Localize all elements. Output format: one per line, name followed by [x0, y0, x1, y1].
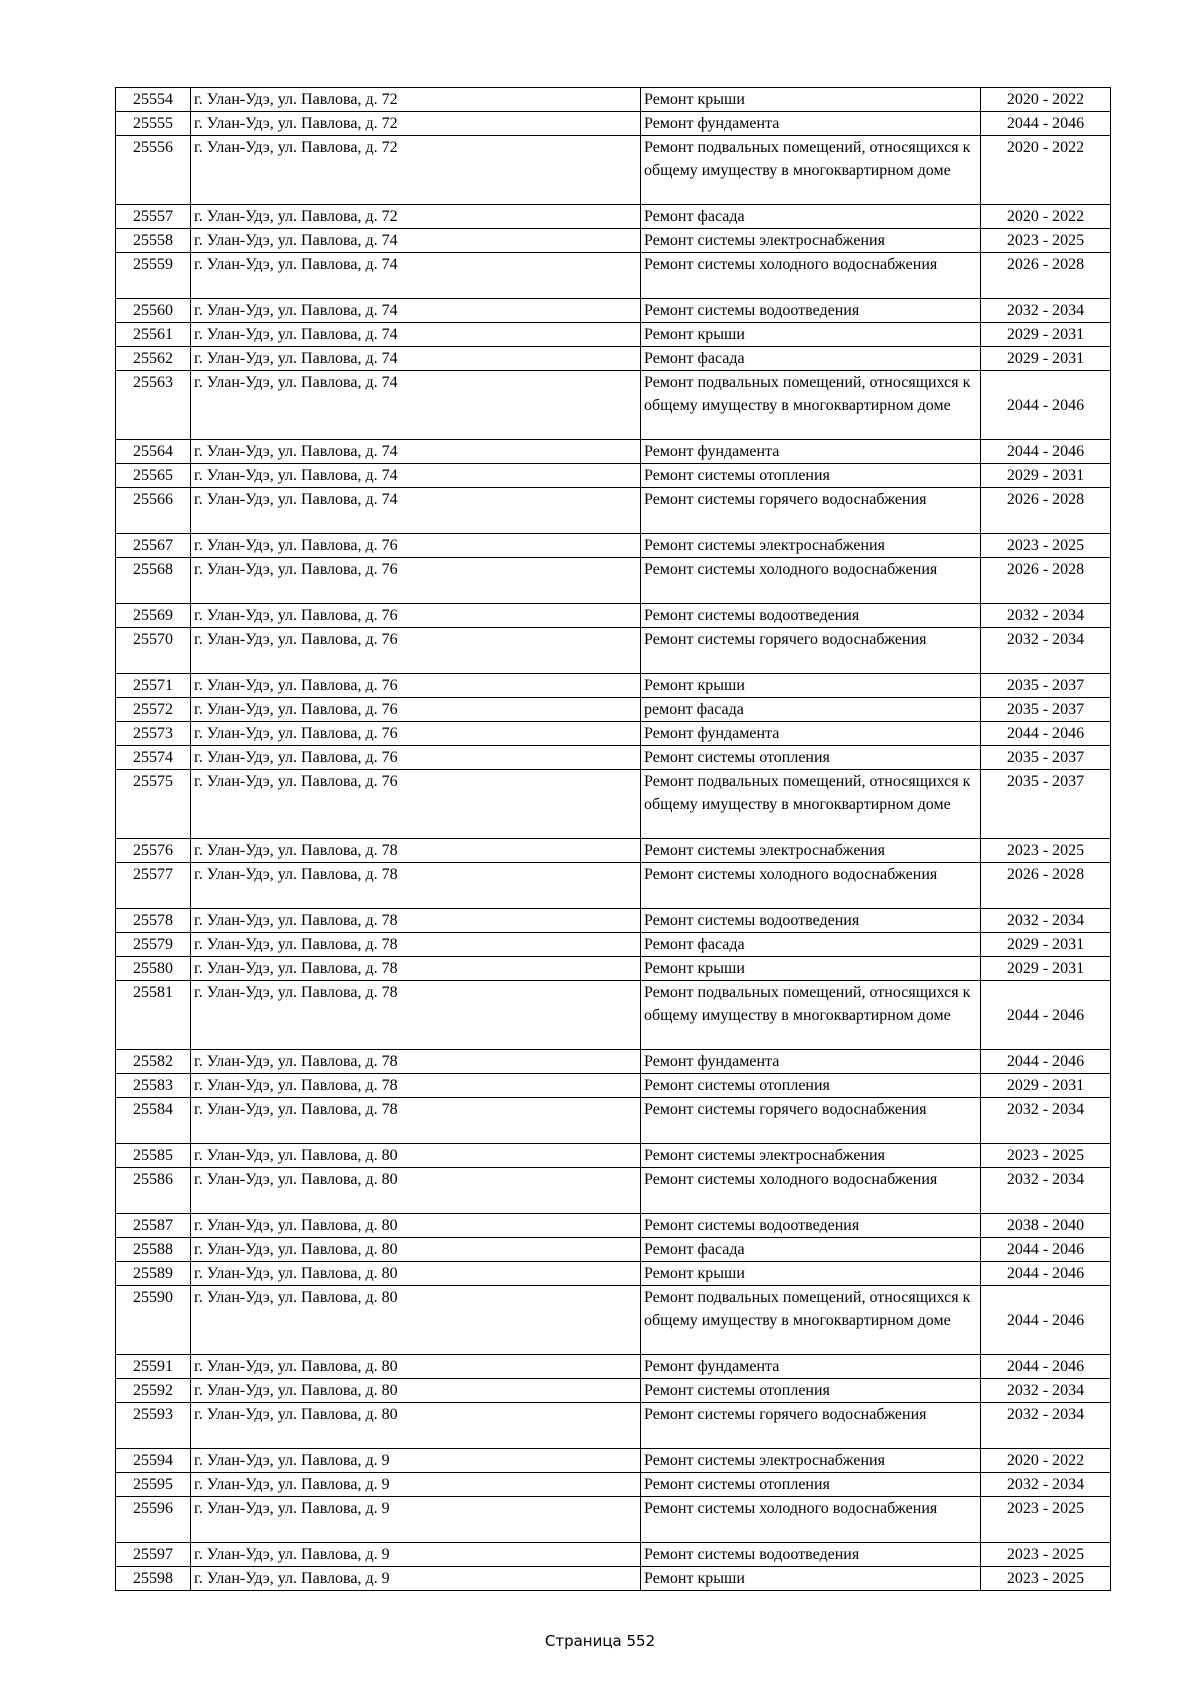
address-cell: г. Улан-Удэ, ул. Павлова, д. 78	[191, 839, 641, 863]
work-type-cell: Ремонт фундамента	[641, 1355, 981, 1379]
years-cell: 2035 - 2037	[981, 674, 1111, 698]
table-row	[116, 1144, 1111, 1168]
years-cell: 2032 - 2034	[981, 1403, 1111, 1449]
address-cell: г. Улан-Удэ, ул. Павлова, д. 76	[191, 558, 641, 604]
address-cell: г. Улан-Удэ, ул. Павлова, д. 76	[191, 698, 641, 722]
years-cell: 2020 - 2022	[981, 136, 1111, 205]
work-type-cell: Ремонт фундамента	[641, 722, 981, 746]
years-cell: 2032 - 2034	[981, 604, 1111, 628]
address-cell: г. Улан-Удэ, ул. Павлова, д. 9	[191, 1497, 641, 1543]
address-cell: г. Улан-Удэ, ул. Павлова, д. 74	[191, 253, 641, 299]
table-row	[116, 1379, 1111, 1403]
work-type-cell: Ремонт системы электроснабжения	[641, 839, 981, 863]
row-id-cell: 25597	[116, 1543, 191, 1567]
table-row	[116, 323, 1111, 347]
table-row	[116, 136, 1111, 205]
work-type-cell: Ремонт системы водоотведения	[641, 909, 981, 933]
row-id-cell: 25568	[116, 558, 191, 604]
work-type-cell: Ремонт фасада	[641, 933, 981, 957]
row-id-cell: 25598	[116, 1567, 191, 1591]
row-id-cell: 25583	[116, 1074, 191, 1098]
years-cell: 2026 - 2028	[981, 558, 1111, 604]
years-cell: 2044 - 2046	[981, 1355, 1111, 1379]
table-row	[116, 1262, 1111, 1286]
years-cell: 2035 - 2037	[981, 746, 1111, 770]
row-id-cell: 25584	[116, 1098, 191, 1144]
row-id-cell: 25579	[116, 933, 191, 957]
work-type-cell: Ремонт системы водоотведения	[641, 1543, 981, 1567]
years-cell: 2029 - 2031	[981, 957, 1111, 981]
address-cell: г. Улан-Удэ, ул. Павлова, д. 74	[191, 371, 641, 440]
row-id-cell: 25595	[116, 1473, 191, 1497]
row-id-cell: 25576	[116, 839, 191, 863]
table-row	[116, 1238, 1111, 1262]
address-cell: г. Улан-Удэ, ул. Павлова, д. 80	[191, 1144, 641, 1168]
years-cell: 2023 - 2025	[981, 839, 1111, 863]
table-row	[116, 981, 1111, 1050]
table-row	[116, 1286, 1111, 1355]
address-cell: г. Улан-Удэ, ул. Павлова, д. 80	[191, 1214, 641, 1238]
table-row	[116, 299, 1111, 323]
address-cell: г. Улан-Удэ, ул. Павлова, д. 76	[191, 770, 641, 839]
row-id-cell: 25578	[116, 909, 191, 933]
address-cell: г. Улан-Удэ, ул. Павлова, д. 76	[191, 674, 641, 698]
years-cell: 2044 - 2046	[981, 1262, 1111, 1286]
years-cell: 2032 - 2034	[981, 1098, 1111, 1144]
years-cell: 2032 - 2034	[981, 909, 1111, 933]
address-cell: г. Улан-Удэ, ул. Павлова, д. 9	[191, 1567, 641, 1591]
row-id-cell: 25596	[116, 1497, 191, 1543]
row-id-cell: 25591	[116, 1355, 191, 1379]
table-row	[116, 1567, 1111, 1591]
work-type-cell: Ремонт подвальных помещений, относящихся к общему имуществу в многоквартирном доме	[641, 371, 981, 440]
work-type-cell: Ремонт системы отопления	[641, 1074, 981, 1098]
work-type-cell: Ремонт подвальных помещений, относящихся к общему имуществу в многоквартирном доме	[641, 981, 981, 1050]
table-row	[116, 112, 1111, 136]
work-type-cell: Ремонт крыши	[641, 1567, 981, 1591]
years-cell: 2023 - 2025	[981, 534, 1111, 558]
table-row	[116, 1214, 1111, 1238]
years-cell: 2023 - 2025	[981, 1567, 1111, 1591]
address-cell: г. Улан-Удэ, ул. Павлова, д. 76	[191, 746, 641, 770]
work-type-cell: Ремонт крыши	[641, 88, 981, 112]
row-id-cell: 25581	[116, 981, 191, 1050]
table-row	[116, 722, 1111, 746]
work-type-cell: Ремонт подвальных помещений, относящихся к общему имуществу в многоквартирном доме	[641, 770, 981, 839]
repair-schedule-table	[115, 87, 1111, 1591]
table-row	[116, 1543, 1111, 1567]
address-cell: г. Улан-Удэ, ул. Павлова, д. 80	[191, 1379, 641, 1403]
row-id-cell: 25588	[116, 1238, 191, 1262]
table-row	[116, 746, 1111, 770]
address-cell: г. Улан-Удэ, ул. Павлова, д. 72	[191, 88, 641, 112]
row-id-cell: 25574	[116, 746, 191, 770]
row-id-cell: 25573	[116, 722, 191, 746]
work-type-cell: Ремонт крыши	[641, 674, 981, 698]
row-id-cell: 25561	[116, 323, 191, 347]
years-cell: 2026 - 2028	[981, 253, 1111, 299]
address-cell: г. Улан-Удэ, ул. Павлова, д. 78	[191, 981, 641, 1050]
address-cell: г. Улан-Удэ, ул. Павлова, д. 80	[191, 1355, 641, 1379]
years-cell: 2023 - 2025	[981, 1543, 1111, 1567]
row-id-cell: 25556	[116, 136, 191, 205]
address-cell: г. Улан-Удэ, ул. Павлова, д. 78	[191, 909, 641, 933]
years-cell: 2029 - 2031	[981, 1074, 1111, 1098]
table-row	[116, 534, 1111, 558]
work-type-cell: Ремонт системы водоотведения	[641, 604, 981, 628]
address-cell: г. Улан-Удэ, ул. Павлова, д. 74	[191, 323, 641, 347]
work-type-cell: Ремонт крыши	[641, 1262, 981, 1286]
row-id-cell: 25557	[116, 205, 191, 229]
work-type-cell: Ремонт фундамента	[641, 1050, 981, 1074]
row-id-cell: 25558	[116, 229, 191, 253]
table-row	[116, 558, 1111, 604]
table-row	[116, 628, 1111, 674]
years-cell: 2029 - 2031	[981, 323, 1111, 347]
work-type-cell: Ремонт системы отопления	[641, 1379, 981, 1403]
table-row	[116, 205, 1111, 229]
table-row	[116, 957, 1111, 981]
address-cell: г. Улан-Удэ, ул. Павлова, д. 78	[191, 933, 641, 957]
work-type-cell: Ремонт системы отопления	[641, 1473, 981, 1497]
years-cell: 2035 - 2037	[981, 770, 1111, 839]
row-id-cell: 25555	[116, 112, 191, 136]
work-type-cell: Ремонт системы холодного водоснабжения	[641, 1497, 981, 1543]
table-row	[116, 464, 1111, 488]
table-row	[116, 863, 1111, 909]
years-cell: 2026 - 2028	[981, 863, 1111, 909]
work-type-cell: Ремонт системы водоотведения	[641, 299, 981, 323]
page-number: Страница 552	[544, 1632, 656, 1650]
table-row	[116, 229, 1111, 253]
work-type-cell: Ремонт системы холодного водоснабжения	[641, 863, 981, 909]
table-row	[116, 1074, 1111, 1098]
work-type-cell: Ремонт фасада	[641, 1238, 981, 1262]
table-row	[116, 347, 1111, 371]
table-row	[116, 1497, 1111, 1543]
years-cell: 2020 - 2022	[981, 1449, 1111, 1473]
years-cell: 2032 - 2034	[981, 628, 1111, 674]
work-type-cell: ремонт фасада	[641, 698, 981, 722]
address-cell: г. Улан-Удэ, ул. Павлова, д. 78	[191, 1098, 641, 1144]
address-cell: г. Улан-Удэ, ул. Павлова, д. 76	[191, 534, 641, 558]
table-row	[116, 1355, 1111, 1379]
years-cell: 2026 - 2028	[981, 488, 1111, 534]
years-cell: 2020 - 2022	[981, 88, 1111, 112]
years-cell: 2023 - 2025	[981, 1144, 1111, 1168]
address-cell: г. Улан-Удэ, ул. Павлова, д. 72	[191, 136, 641, 205]
table-row	[116, 371, 1111, 440]
address-cell: г. Улан-Удэ, ул. Павлова, д. 74	[191, 299, 641, 323]
years-cell: 2044 - 2046	[981, 722, 1111, 746]
work-type-cell: Ремонт фасада	[641, 347, 981, 371]
years-cell: 2044 - 2046	[981, 371, 1111, 440]
table-row	[116, 88, 1111, 112]
work-type-cell: Ремонт системы отопления	[641, 464, 981, 488]
work-type-cell: Ремонт подвальных помещений, относящихся к общему имуществу в многоквартирном доме	[641, 136, 981, 205]
work-type-cell: Ремонт системы электроснабжения	[641, 1449, 981, 1473]
row-id-cell: 25592	[116, 1379, 191, 1403]
work-type-cell: Ремонт системы отопления	[641, 746, 981, 770]
address-cell: г. Улан-Удэ, ул. Павлова, д. 9	[191, 1543, 641, 1567]
row-id-cell: 25587	[116, 1214, 191, 1238]
address-cell: г. Улан-Удэ, ул. Павлова, д. 72	[191, 112, 641, 136]
row-id-cell: 25593	[116, 1403, 191, 1449]
years-cell: 2029 - 2031	[981, 464, 1111, 488]
row-id-cell: 25572	[116, 698, 191, 722]
row-id-cell: 25575	[116, 770, 191, 839]
table-body	[116, 88, 1111, 1591]
table-row	[116, 440, 1111, 464]
row-id-cell: 25554	[116, 88, 191, 112]
work-type-cell: Ремонт системы холодного водоснабжения	[641, 558, 981, 604]
table-row	[116, 1403, 1111, 1449]
row-id-cell: 25580	[116, 957, 191, 981]
address-cell: г. Улан-Удэ, ул. Павлова, д. 76	[191, 722, 641, 746]
years-cell: 2029 - 2031	[981, 347, 1111, 371]
work-type-cell: Ремонт системы горячего водоснабжения	[641, 1403, 981, 1449]
table-row	[116, 488, 1111, 534]
work-type-cell: Ремонт системы холодного водоснабжения	[641, 253, 981, 299]
row-id-cell: 25586	[116, 1168, 191, 1214]
address-cell: г. Улан-Удэ, ул. Павлова, д. 80	[191, 1238, 641, 1262]
work-type-cell: Ремонт системы горячего водоснабжения	[641, 488, 981, 534]
table-row	[116, 1473, 1111, 1497]
years-cell: 2023 - 2025	[981, 1497, 1111, 1543]
table-row	[116, 674, 1111, 698]
address-cell: г. Улан-Удэ, ул. Павлова, д. 74	[191, 347, 641, 371]
work-type-cell: Ремонт системы электроснабжения	[641, 534, 981, 558]
table-row	[116, 909, 1111, 933]
table-row	[116, 698, 1111, 722]
work-type-cell: Ремонт крыши	[641, 957, 981, 981]
work-type-cell: Ремонт подвальных помещений, относящихся к общему имуществу в многоквартирном доме	[641, 1286, 981, 1355]
address-cell: г. Улан-Удэ, ул. Павлова, д. 80	[191, 1168, 641, 1214]
years-cell: 2038 - 2040	[981, 1214, 1111, 1238]
years-cell: 2035 - 2037	[981, 698, 1111, 722]
work-type-cell: Ремонт фундамента	[641, 440, 981, 464]
work-type-cell: Ремонт системы горячего водоснабжения	[641, 628, 981, 674]
years-cell: 2020 - 2022	[981, 205, 1111, 229]
work-type-cell: Ремонт системы водоотведения	[641, 1214, 981, 1238]
row-id-cell: 25582	[116, 1050, 191, 1074]
years-cell: 2044 - 2046	[981, 440, 1111, 464]
row-id-cell: 25564	[116, 440, 191, 464]
row-id-cell: 25590	[116, 1286, 191, 1355]
row-id-cell: 25566	[116, 488, 191, 534]
row-id-cell: 25585	[116, 1144, 191, 1168]
address-cell: г. Улан-Удэ, ул. Павлова, д. 80	[191, 1286, 641, 1355]
row-id-cell: 25571	[116, 674, 191, 698]
row-id-cell: 25569	[116, 604, 191, 628]
table-row	[116, 1449, 1111, 1473]
address-cell: г. Улан-Удэ, ул. Павлова, д. 78	[191, 863, 641, 909]
years-cell: 2032 - 2034	[981, 1379, 1111, 1403]
table-row	[116, 1098, 1111, 1144]
address-cell: г. Улан-Удэ, ул. Павлова, д. 76	[191, 628, 641, 674]
address-cell: г. Улан-Удэ, ул. Павлова, д. 78	[191, 1050, 641, 1074]
address-cell: г. Улан-Удэ, ул. Павлова, д. 78	[191, 1074, 641, 1098]
years-cell: 2032 - 2034	[981, 1168, 1111, 1214]
work-type-cell: Ремонт крыши	[641, 323, 981, 347]
row-id-cell: 25570	[116, 628, 191, 674]
work-type-cell: Ремонт системы электроснабжения	[641, 229, 981, 253]
address-cell: г. Улан-Удэ, ул. Павлова, д. 74	[191, 440, 641, 464]
years-cell: 2023 - 2025	[981, 229, 1111, 253]
address-cell: г. Улан-Удэ, ул. Павлова, д. 72	[191, 205, 641, 229]
address-cell: г. Улан-Удэ, ул. Павлова, д. 74	[191, 488, 641, 534]
row-id-cell: 25560	[116, 299, 191, 323]
table-row	[116, 770, 1111, 839]
years-cell: 2044 - 2046	[981, 1286, 1111, 1355]
years-cell: 2044 - 2046	[981, 981, 1111, 1050]
table-row	[116, 253, 1111, 299]
row-id-cell: 25559	[116, 253, 191, 299]
row-id-cell: 25577	[116, 863, 191, 909]
work-type-cell: Ремонт системы горячего водоснабжения	[641, 1098, 981, 1144]
table-row	[116, 1050, 1111, 1074]
row-id-cell: 25562	[116, 347, 191, 371]
row-id-cell: 25563	[116, 371, 191, 440]
row-id-cell: 25594	[116, 1449, 191, 1473]
address-cell: г. Улан-Удэ, ул. Павлова, д. 9	[191, 1449, 641, 1473]
address-cell: г. Улан-Удэ, ул. Павлова, д. 80	[191, 1403, 641, 1449]
address-cell: г. Улан-Удэ, ул. Павлова, д. 74	[191, 229, 641, 253]
years-cell: 2029 - 2031	[981, 933, 1111, 957]
address-cell: г. Улан-Удэ, ул. Павлова, д. 74	[191, 464, 641, 488]
table-row	[116, 933, 1111, 957]
row-id-cell: 25589	[116, 1262, 191, 1286]
years-cell: 2044 - 2046	[981, 1238, 1111, 1262]
years-cell: 2044 - 2046	[981, 112, 1111, 136]
table-row	[116, 839, 1111, 863]
table-row	[116, 1168, 1111, 1214]
years-cell: 2044 - 2046	[981, 1050, 1111, 1074]
work-type-cell: Ремонт фундамента	[641, 112, 981, 136]
address-cell: г. Улан-Удэ, ул. Павлова, д. 80	[191, 1262, 641, 1286]
address-cell: г. Улан-Удэ, ул. Павлова, д. 78	[191, 957, 641, 981]
work-type-cell: Ремонт системы электроснабжения	[641, 1144, 981, 1168]
table-row	[116, 604, 1111, 628]
address-cell: г. Улан-Удэ, ул. Павлова, д. 76	[191, 604, 641, 628]
row-id-cell: 25565	[116, 464, 191, 488]
row-id-cell: 25567	[116, 534, 191, 558]
years-cell: 2032 - 2034	[981, 299, 1111, 323]
address-cell: г. Улан-Удэ, ул. Павлова, д. 9	[191, 1473, 641, 1497]
work-type-cell: Ремонт фасада	[641, 205, 981, 229]
work-type-cell: Ремонт системы холодного водоснабжения	[641, 1168, 981, 1214]
years-cell: 2032 - 2034	[981, 1473, 1111, 1497]
